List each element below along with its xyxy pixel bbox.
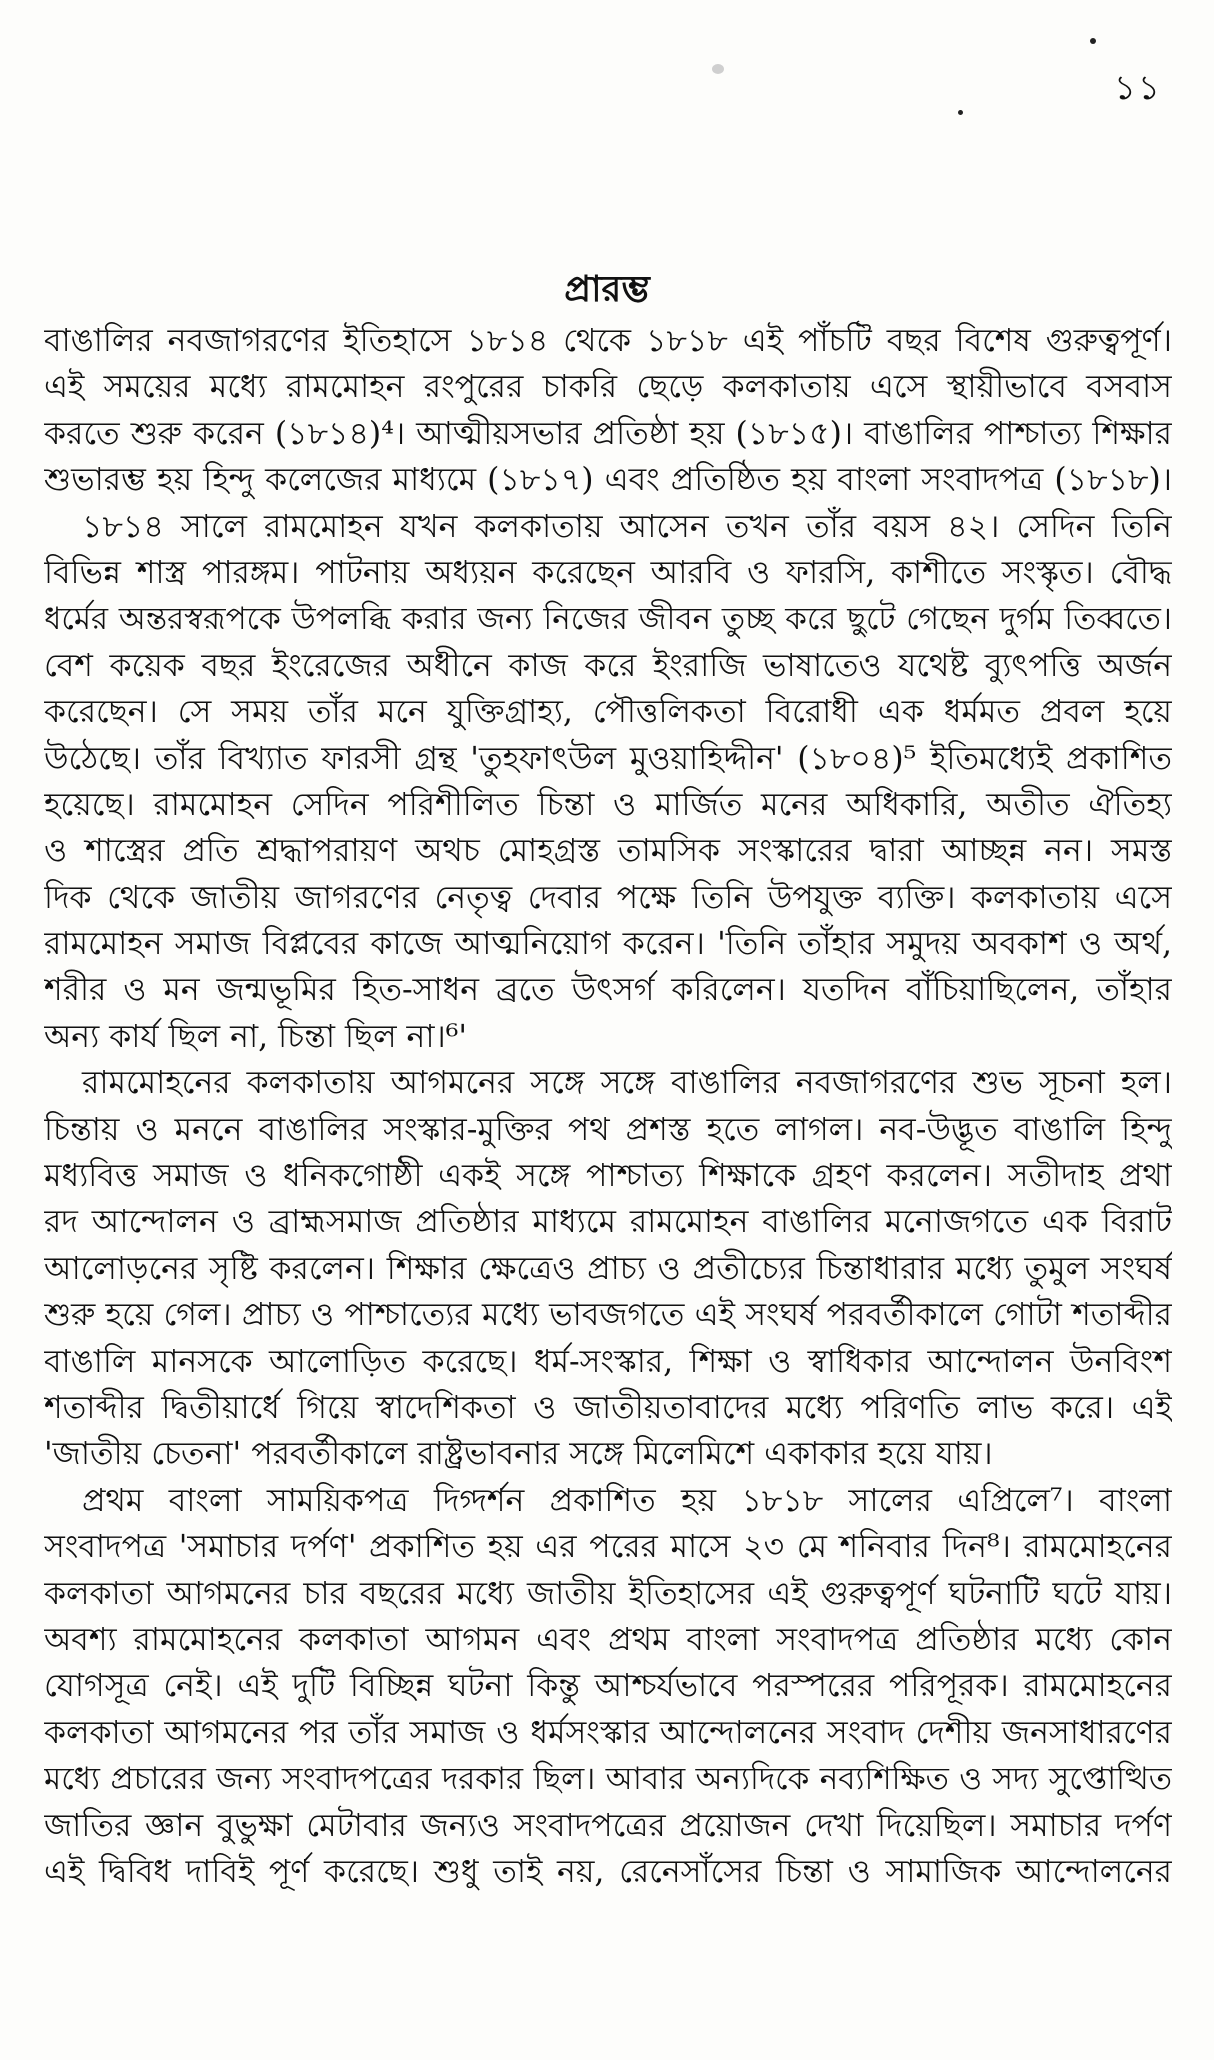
text-line: ধর্মের অন্তরস্বরূপকে উপলব্ধি করার জন্য নিজের জীবন তুচ্ছ করে ছুটে গেছেন দুর্গম তিব্বতে। (44, 601, 1172, 638)
text-line: মধ্যে প্রচারের জন্য সংবাদপত্রের দরকার ছিল। আবার অন্যদিকে নব্যশিক্ষিত ও সদ্য সুপ্তোত্থিত (44, 1761, 1172, 1798)
paragraph-start-line: রামমোহনের কলকাতায় আগমনের সঙ্গে সঙ্গে বাঙালির নবজাগরণের শুভ সূচনা হল। (82, 1065, 1172, 1102)
paragraph-start-line: প্রথম বাংলা সাময়িকপত্র দিগ্দর্শন প্রকাশিত হয় ১৮১৮ সালের এপ্রিলে⁷। বাংলা (82, 1482, 1172, 1519)
text-line: বেশ কয়েক বছর ইংরেজের অধীনে কাজ করে ইংরাজি ভাষাতেও যথেষ্ট ব্যুৎপত্তি অর্জন (44, 647, 1172, 684)
text-line: বাঙালি মানসকে আলোড়িত করেছে। ধর্ম-সংস্কার, শিক্ষা ও স্বাধিকার আন্দোলন উনবিংশ (44, 1343, 1172, 1380)
text-line: এই সময়ের মধ্যে রামমোহন রংপুরের চাকরি ছেড়ে কলকাতায় এসে স্থায়ীভাবে বসবাস (44, 369, 1172, 406)
text-line: অবশ্য রামমোহনের কলকাতা আগমন এবং প্রথম বাংলা সংবাদপত্র প্রতিষ্ঠার মধ্যে কোন (44, 1621, 1172, 1658)
body-text (44, 318, 1172, 1895)
ink-speck (712, 64, 724, 74)
ink-speck (1090, 38, 1096, 44)
text-line: আলোড়নের সৃষ্টি করলেন। শিক্ষার ক্ষেত্রেও প্রাচ্য ও প্রতীচ্যের চিন্তাধারার মধ্যে তুমুল সংঘর্ষ (44, 1250, 1172, 1287)
text-line: রদ আন্দোলন ও ব্রাহ্মসমাজ প্রতিষ্ঠার মাধ্যমে রামমোহন বাঙালির মনোজগতে এক বিরাট (44, 1204, 1172, 1241)
page-number: ১১ (1113, 68, 1162, 108)
text-line: চিন্তায় ও মননে বাঙালির সংস্কার-মুক্তির পথ প্রশস্ত হতে লাগল। নব-উদ্ভূত বাঙালি হিন্দু (44, 1111, 1172, 1148)
text-line: উঠেছে। তাঁর বিখ্যাত ফারসী গ্রন্থ 'তুহফাৎউল মুওয়াহিদ্দীন' (১৮০৪)⁵ ইতিমধ্যেই প্রকাশিত (44, 740, 1172, 777)
chapter-title: প্রারম্ভ (564, 268, 650, 310)
text-line: শতাব্দীর দ্বিতীয়ার্ধে গিয়ে স্বাদেশিকতা ও জাতীয়তাবাদের মধ্যে পরিণতি লাভ করে। এই (44, 1389, 1172, 1426)
text-line: করতে শুরু করেন (১৮১৪)⁴। আত্মীয়সভার প্রতিষ্ঠা হয় (১৮১৫)। বাঙালির পাশ্চাত্য শিক্ষার (44, 415, 1172, 452)
text-line: বাঙালির নবজাগরণের ইতিহাসে ১৮১৪ থেকে ১৮১৮ এই পাঁচটি বছর বিশেষ গুরুত্বপূর্ণ। (44, 323, 1172, 359)
text-line: শরীর ও মন জন্মভূমির হিত-সাধন ব্রতে উৎসর্গ করিলেন। যতদিন বাঁচিয়াছিলেন, তাঁহার (44, 972, 1172, 1009)
text-line: ও শাস্ত্রের প্রতি শ্রদ্ধাপরায়ণ অথচ মোহগ্রস্ত তামসিক সংস্কারের দ্বারা আচ্ছন্ন নন। সমস্ত (44, 833, 1172, 870)
text-line: এই দ্বিবিধ দাবিই পূর্ণ করেছে। শুধু তাই নয়, রেনেসাঁসের চিন্তা ও সামাজিক আন্দোলনের (44, 1853, 1172, 1890)
text-line: যোগসূত্র নেই। এই দুটি বিচ্ছিন্ন ঘটনা কিন্তু আশ্চর্যভাবে পরস্পরের পরিপূরক। রামমোহনের (44, 1668, 1172, 1705)
text-line: মধ্যবিত্ত সমাজ ও ধনিকগোষ্ঠী একই সঙ্গে পাশ্চাত্য শিক্ষাকে গ্রহণ করলেন। সতীদাহ প্রথা (44, 1158, 1172, 1195)
paragraph-start-line: ১৮১৪ সালে রামমোহন যখন কলকাতায় আসেন তখন তাঁর বয়স ৪২। সেদিন তিনি (82, 508, 1172, 545)
paragraph-end-line: 'জাতীয় চেতনা' পরবর্তীকালে রাষ্ট্রভাবনার সঙ্গে মিলেমিশে একাকার হয়ে যায়। (44, 1436, 993, 1473)
text-line: শুভারম্ভ হয় হিন্দু কলেজের মাধ্যমে (১৮১৭) এবং প্রতিষ্ঠিত হয় বাংলা সংবাদপত্র (১৮১৮)। (44, 462, 1172, 499)
text-line: বিভিন্ন শাস্ত্র পারঙ্গম। পাটনায় অধ্যয়ন করেছেন আরবি ও ফারসি, কাশীতে সংস্কৃত। বৌদ্ধ (44, 554, 1172, 591)
text-line: কলকাতা আগমনের চার বছরের মধ্যে জাতীয় ইতিহাসের এই গুরুত্বপূর্ণ ঘটনাটি ঘটে যায়। (44, 1575, 1172, 1612)
text-line: সংবাদপত্র 'সমাচার দর্পণ' প্রকাশিত হয় এর পরের মাসে ২৩ মে শনিবার দিন⁸। রামমোহনের (44, 1529, 1172, 1566)
text-line: কলকাতা আগমনের পর তাঁর সমাজ ও ধর্মসংস্কার আন্দোলনের সংবাদ দেশীয় জনসাধারণের (44, 1714, 1172, 1751)
text-line: করেছেন। সে সময় তাঁর মনে যুক্তিগ্রাহ্য, পৌত্তলিকতা বিরোধী এক ধর্মমত প্রবল হয়ে (44, 694, 1172, 731)
text-line: রামমোহন সমাজ বিপ্লবের কাজে আত্মনিয়োগ করেন। 'তিনি তাঁহার সমুদয় অবকাশ ও অর্থ, (44, 926, 1172, 963)
text-line: জাতির জ্ঞান বুভুক্ষা মেটাবার জন্যও সংবাদপত্রের প্রয়োজন দেখা দিয়েছিল। সমাচার দর্পণ (44, 1807, 1172, 1844)
text-line: হয়েছে। রামমোহন সেদিন পরিশীলিত চিন্তা ও মার্জিত মনের অধিকারি, অতীত ঐতিহ্য (44, 786, 1172, 823)
ink-speck (958, 110, 963, 115)
text-line: শুরু হয়ে গেল। প্রাচ্য ও পাশ্চাত্যের মধ্যে ভাবজগতে এই সংঘর্ষ পরবর্তীকালে গোটা শতাব্দীর (44, 1297, 1172, 1334)
text-line: দিক থেকে জাতীয় জাগরণের নেতৃত্ব দেবার পক্ষে তিনি উপযুক্ত ব্যক্তি। কলকাতায় এসে (44, 879, 1172, 916)
paragraph-end-line: অন্য কার্য ছিল না, চিন্তা ছিল না।⁶' (44, 1018, 468, 1055)
